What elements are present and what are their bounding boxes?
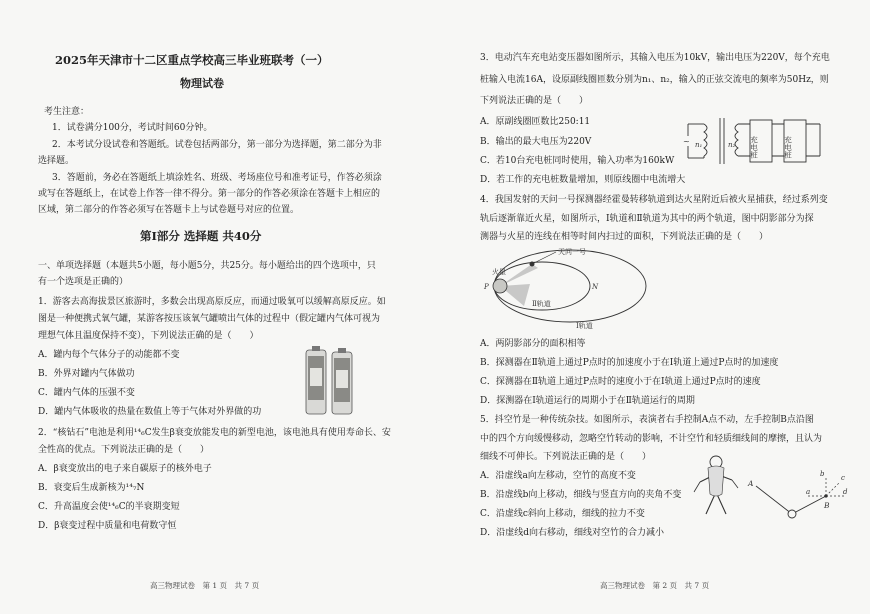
q5-stem-line: 细线不可伸长。下列说法正确的是（ ） [480,452,652,462]
orbit-2-label: Ⅱ轨道 [532,300,551,308]
q4-option-d: D．探测器在Ⅰ轨道运行的周期小于在Ⅱ轨道运行的周期 [480,396,695,406]
q1-stem-line: 理想气体且温度保持不变），下列说法正确的是（ ） [38,331,259,341]
q5-stem-line: 中的四个方向缓慢移动，忽略空竹转动的影响，不计空竹和轻质细线间的摩擦，且认为 [480,434,823,444]
line-c-label: c [841,474,845,482]
page-footer: 高三物理试卷 第 2 页 共 7 页 [600,581,710,590]
probe-label: 天问一号 [558,248,586,256]
part-intro-line: 一、单项选择题（本题共5小题，每小题5分，共25分。每小题给出的四个选项中，只 [38,261,376,271]
mars-label: 火星 [492,268,506,276]
notice-line: 3．答题前，务必在答题纸上填涂姓名、班级、考场座位号和准考证号，作答必须涂 [52,173,382,183]
part-intro-line: 有一个选项是正确的） [38,277,129,287]
orbit-figure [480,244,650,330]
q3-stem-line: 桩输入电流16A，设原副线圈匝数分别为n₁、n₂，输入的正弦交流电的频率为50Hz，则 [480,75,829,85]
q5-stem-line: 5．抖空竹是一种传统杂技。如图所示，表演者右手控制A点不动，左手控制B点沿图 [480,415,814,425]
notice-line: 2．本考试分设试卷和答题纸。试卷包括两部分，第一部分为选择题，第二部分为非 [52,140,382,150]
notice-line: 1．试卷满分100分，考试时间60分钟。 [52,123,213,133]
page-footer: 高三物理试卷 第 1 页 共 7 页 [150,581,260,590]
q1-option-b: B．外界对罐内气体做功 [38,369,135,379]
point-p-label: P [484,283,489,291]
q4-option-b: B．探测器在Ⅱ轨道上通过P点时的加速度小于在Ⅰ轨道上通过P点时的加速度 [480,358,779,368]
notice-heading: 考生注意： [44,107,90,117]
q4-option-a: A．两阴影部分的面积相等 [480,339,586,349]
notice-line: 或写在答题纸上，在试卷上作答一律不得分。第一部分的作答必须涂在答题卡上相应的 [38,189,381,199]
q2-option-d: D．β衰变过程中质量和电荷数守恒 [38,521,177,531]
q3-option-d: D．若工作的充电桩数量增加，则原线圈中电流增大 [480,175,686,185]
svg-text:~: ~ [683,137,690,146]
q5-option-b: B．沿虚线b向上移动，细线与竖直方向的夹角不变 [480,490,682,500]
diabolo-diagram [746,468,850,524]
q5-option-a: A．沿虚线a向左移动，空竹的高度不变 [480,471,636,481]
point-n-label: N [592,283,599,291]
q1-stem-line: 图是一种便携式氧气罐，某游客按压该氧气罐喷出气体的过程中（假定罐内气体可视为 [38,314,381,324]
line-b-label: b [820,470,825,478]
exam-subtitle: 物理试卷 [180,77,224,90]
line-a-label: a [806,488,811,496]
q2-stem-line: 全性高的优点。下列说法正确的是（ ） [38,445,210,455]
q4-option-c: C．探测器在Ⅱ轨道上通过P点时的速度小于在Ⅰ轨道上通过P点时的速度 [480,377,761,387]
orbit-1-label: Ⅰ轨道 [576,322,593,330]
q2-stem-line: 2．“核钻石”电池是利用¹⁴₆C发生β衰变放能发电的新型电池，该电池具有使用寿命长、安 [38,428,391,438]
q4-stem-line: 测器与火星的连线在相等时间内扫过的面积，下列说法正确的是（ ） [480,232,769,242]
q2-option-c: C．升高温度会使¹⁴₆C的半衰期变短 [38,502,180,512]
q4-stem-line: 4．我国发射的天问一号探测器经霍曼转移轨道到达火星附近后被火星捕获，经过系列变 [480,195,828,205]
q3-option-a: A．原副线圈匝数比250:11 [480,117,591,127]
q3-stem-line: 下列说法正确的是（ ） [480,96,589,106]
exam-title: 2025年天津市十二区重点学校高三毕业班联考（一） [55,53,329,67]
section-heading: 第Ⅰ部分 选择题 共40分 [140,229,262,243]
q5-option-d: D．沿虚线d向右移动，细线对空竹的合力减小 [480,528,664,538]
q1-option-c: C．罐内气体的压强不变 [38,388,135,398]
right-page [440,0,870,614]
notice-line: 选择题。 [38,156,75,166]
q3-option-b: B．输出的最大电压为220V [480,137,592,147]
line-d-label: d [843,488,848,496]
point-a-label: A [748,479,754,488]
n2-label: n₂ [728,141,736,149]
charging-pile-2-label: 充电桩 [783,136,793,159]
transformer-figure [680,106,830,176]
q3-option-c: C．若10台充电桩同时使用，输入功率为160kW [480,156,675,166]
charging-pile-1-label: 充电桩 [749,136,759,159]
q1-option-d: D．罐内气体吸收的热量在数值上等于气体对外界做的功 [38,407,262,417]
q3-stem-line: 3．电动汽车充电站变压器如图所示，其输入电压为10kV，输出电压为220V，每个充电 [480,53,830,63]
point-b-label: B [824,501,830,510]
q4-stem-line: 轨后逐渐靠近火星，如图所示，Ⅰ轨道和Ⅱ轨道为其中的两个轨道，图中阴影部分为探 [480,214,814,224]
q5-option-c: C．沿虚线c斜向上移动，细线的拉力不变 [480,509,645,519]
n1-label: n₁ [695,141,703,149]
q1-stem-line: 1．游客去高海拔景区旅游时，多数会出现高原反应，而通过吸氧可以缓解高原反应。如 [38,297,386,307]
q1-option-a: A．罐内每个气体分子的动能都不变 [38,350,180,360]
notice-line: 区域，第二部分的作答必须写在答题卡上与试卷题号对应的位置。 [38,205,300,215]
q2-option-a: A．β衰变放出的电子来自碳原子的核外电子 [38,464,212,474]
performer-figure [686,452,746,520]
oxygen-can-figure [300,346,360,418]
q2-option-b: B．衰变后生成新核为¹⁴₇N [38,483,145,493]
